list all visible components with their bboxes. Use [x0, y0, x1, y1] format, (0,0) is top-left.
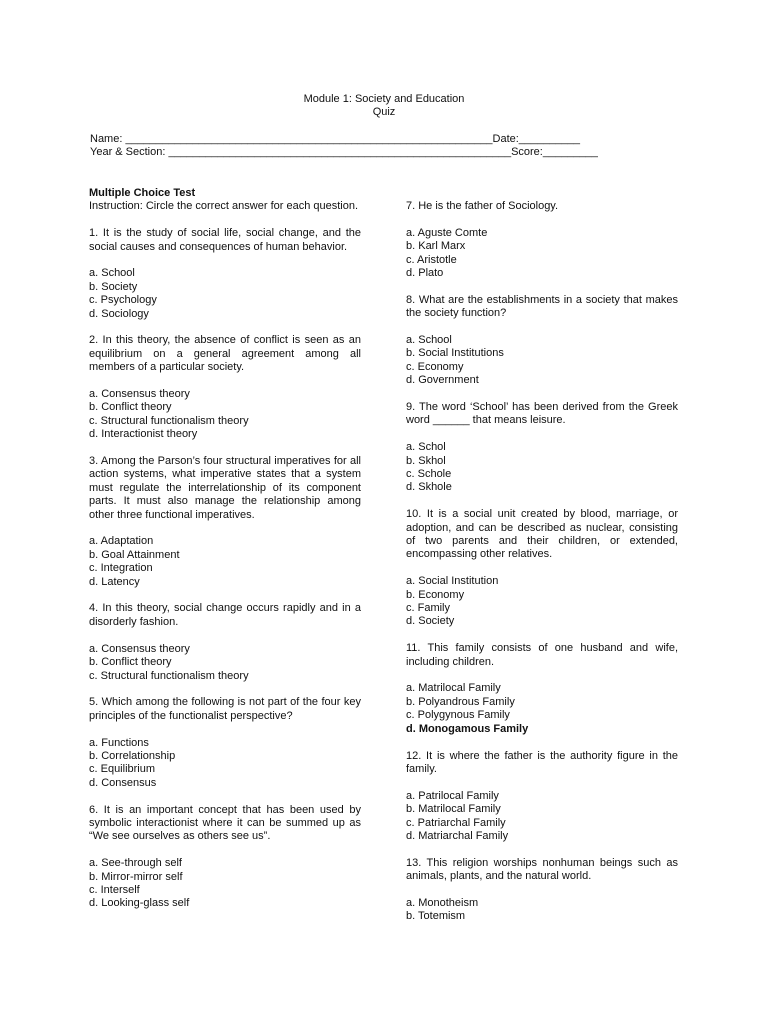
option: a. Aguste Comte: [406, 226, 488, 239]
question-text: 13. This religion worships nonhuman beings such as animals, plants, and the natural world.: [406, 856, 678, 883]
option: b. Social Institutions: [406, 347, 504, 360]
answer-options: [406, 227, 678, 281]
answer-options: [89, 857, 361, 911]
option: a. Adaptation: [89, 535, 154, 548]
question-6: [89, 804, 361, 911]
option: d. Society: [406, 615, 455, 628]
question-2: [89, 334, 361, 441]
question-text: 10. It is a social unit created by blood, marriage, or adoption, and can be described as nuclear, consisting of two parents and their children, or extended, encompassing other relatives.: [406, 508, 678, 561]
option: a. Consensus theory: [89, 388, 190, 401]
answer-options: [406, 790, 678, 844]
option: a. School: [406, 334, 452, 347]
option: d. Latency: [89, 575, 140, 588]
question-text: 7. He is the father of Sociology.: [406, 200, 559, 212]
answer-options: [89, 643, 361, 683]
question-text: 9. The word ‘School’ has been derived from the Greek word ______ that means leisure.: [406, 401, 678, 427]
option: d. Looking-glass self: [89, 897, 190, 910]
answer-options: [89, 388, 361, 442]
option: b. Polyandrous Family: [406, 695, 515, 708]
option: d. Interactionist theory: [89, 428, 198, 441]
answer-options: [89, 535, 361, 589]
test-heading: Multiple Choice Test: [89, 187, 196, 199]
option: c. Psychology: [89, 294, 157, 307]
option: b. Society: [89, 280, 138, 293]
option: d. Sociology: [89, 307, 149, 320]
option: a. Functions: [89, 736, 149, 749]
option: a. School: [89, 267, 135, 280]
option: d. Consensus: [89, 776, 157, 789]
option: c. Economy: [406, 360, 464, 373]
option: a. Monotheism: [406, 896, 479, 909]
answer-options: [406, 334, 678, 388]
highlighted-option: d. Monogamous Family: [406, 722, 529, 735]
option: b. Goal Attainment: [89, 548, 180, 561]
option: b. Skhol: [406, 454, 446, 467]
option: d. Government: [406, 374, 479, 387]
option: b. Conflict theory: [89, 656, 172, 669]
option: a. Patrilocal Family: [406, 789, 499, 802]
option: c. Schole: [406, 468, 452, 481]
question-12: [406, 750, 678, 844]
option: c. Polygynous Family: [406, 709, 510, 722]
option: a. Consensus theory: [89, 642, 190, 655]
question-1: [89, 227, 361, 321]
name-date-line: Name: ____________________________________________________________Date:__________: [90, 133, 580, 145]
document-title: Module 1: Society and Education: [303, 93, 465, 105]
student-info: [90, 133, 598, 160]
option: b. Totemism: [406, 910, 466, 923]
option: b. Mirror-mirror self: [89, 870, 183, 883]
document-header: [0, 93, 768, 120]
question-text: 12. It is where the father is the authority figure in the family.: [406, 749, 678, 775]
question-9: [406, 401, 678, 495]
option: b. Conflict theory: [89, 401, 172, 414]
question-10: [406, 508, 678, 629]
option: c. Integration: [89, 562, 153, 575]
option: b. Economy: [406, 588, 465, 601]
right-column: [406, 200, 678, 937]
test-instruction: Instruction: Circle the correct answer for each question.: [89, 200, 359, 213]
section-score-line: Year & Section: ________________________________________________________Score:_________: [90, 146, 598, 159]
option: c. Patriarchal Family: [406, 816, 506, 829]
option: a. Matrilocal Family: [406, 682, 501, 695]
document-subtitle: Quiz: [372, 106, 396, 119]
question-5: [89, 696, 361, 790]
option: d. Matriarchal Family: [406, 829, 509, 842]
option: b. Karl Marx: [406, 240, 466, 253]
question-text: 2. In this theory, the absence of conflict is seen as an equilibrium on a general agreement among all members of a particular society.: [89, 334, 361, 374]
option: c. Equilibrium: [89, 763, 156, 776]
question-13: [406, 857, 678, 924]
question-7: [406, 200, 678, 280]
question-11: [406, 642, 678, 736]
option: a. See-through self: [89, 857, 182, 870]
option: c. Structural functionalism theory: [89, 414, 249, 427]
option: c. Structural functionalism theory: [89, 669, 249, 682]
option: a. Social Institution: [406, 575, 499, 588]
option: d. Plato: [406, 267, 444, 280]
option: c. Interself: [89, 883, 140, 896]
option: a. Schol: [406, 441, 446, 454]
answer-options: [406, 682, 678, 736]
answer-options: [406, 441, 678, 495]
question-8: [406, 294, 678, 388]
option: c. Aristotle: [406, 253, 457, 266]
option: d. Skhole: [406, 481, 452, 494]
question-text: 4. In this theory, social change occurs rapidly and in a disorderly fashion.: [89, 602, 361, 628]
answer-options: [406, 575, 678, 629]
question-3: [89, 455, 361, 589]
left-column: [89, 187, 361, 924]
question-4: [89, 602, 361, 682]
question-text: 6. It is an important concept that has been used by symbolic interactionist where it can be summed up as “We see ourselves as others see us”.: [89, 803, 361, 843]
answer-options: [89, 737, 361, 791]
question-text: 5. Which among the following is not part of the four key principles of the functionalist perspective?: [89, 696, 361, 722]
answer-options: [406, 897, 678, 924]
question-text: 3. Among the Parson’s four structural imperatives for all action systems, what imperative states that a system must regulate the interrelationship of its component parts. It must also manage the relationship among other three functional imperatives.: [89, 455, 361, 521]
question-text: 8. What are the establishments in a society that makes the society function?: [406, 293, 678, 320]
option: c. Family: [406, 602, 450, 615]
question-text: 1. It is the study of social life, social change, and the social causes and consequences of human behavior.: [89, 227, 361, 253]
answer-options: [89, 267, 361, 321]
option: b. Matrilocal Family: [406, 803, 501, 816]
question-text: 11. This family consists of one husband and wife, including children.: [406, 642, 678, 668]
option: b. Correlationship: [89, 749, 176, 762]
